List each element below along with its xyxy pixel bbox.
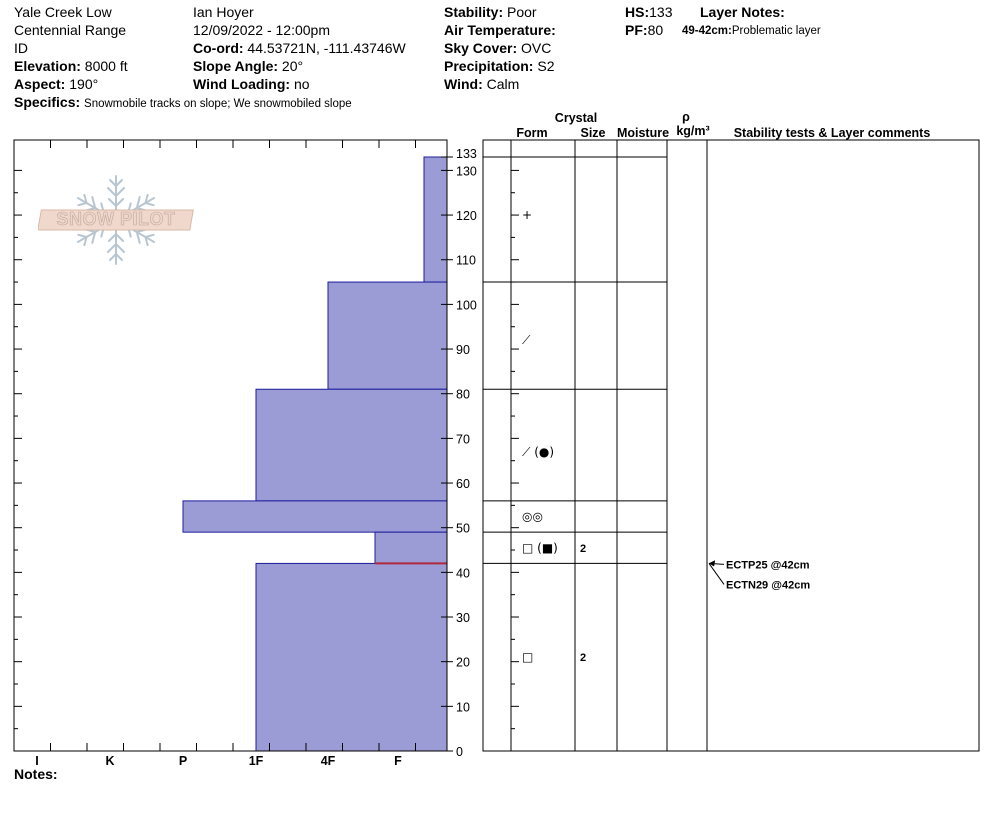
height-label: 50	[456, 521, 470, 536]
height-label: 120	[456, 209, 477, 224]
snowpilot-logo-text: SNOW PILOT	[56, 209, 176, 229]
crystal-form: ◎◎	[522, 509, 543, 524]
hardness-label: I	[35, 754, 39, 768]
hardness-label: 1F	[248, 754, 264, 768]
hardness-bars	[183, 157, 447, 751]
notes-label: Notes:	[14, 766, 58, 782]
hardness-bar	[328, 282, 447, 389]
sky-label: Sky Cover:	[444, 40, 518, 56]
stability-test-label: ECTN29 @42cm	[726, 579, 811, 592]
height-label: 133	[456, 147, 477, 161]
air-temp-label: Air Temperature:	[444, 22, 556, 38]
height-label: 20	[456, 655, 470, 670]
hardness-label: K	[105, 754, 115, 768]
crystal-form: □	[522, 650, 534, 665]
layer-table	[483, 110, 979, 751]
elevation-value: 8000 ft	[80, 58, 128, 74]
crystal-size: 2	[580, 652, 587, 665]
datetime: 12/09/2022 - 12:00pm	[193, 22, 330, 38]
table-frame	[483, 140, 979, 751]
height-label: 80	[456, 387, 470, 402]
hardness-label: F	[394, 754, 402, 768]
state-name: ID	[14, 40, 28, 56]
wind-label: Wind:	[444, 76, 483, 92]
height-label: 60	[456, 477, 470, 492]
wind-value: Calm	[482, 76, 520, 92]
crystal-header: Crystal	[554, 111, 598, 125]
observer: Ian Hoyer	[193, 4, 254, 20]
crystal-size: 2	[580, 542, 587, 555]
coord-value: 44.53721N, -111.43746W	[243, 40, 406, 56]
hardness-bar	[375, 532, 447, 563]
coord-label: Co-ord:	[193, 40, 244, 56]
elevation-label: Elevation:	[14, 58, 81, 74]
specifics-value: Snowmobile tracks on slope; We snowmobiled slope	[84, 98, 352, 110]
hardness-bar	[424, 157, 447, 282]
aspect-label: Aspect:	[14, 76, 66, 92]
height-label: 70	[456, 432, 470, 447]
slope-value: 20°	[278, 58, 304, 74]
layer-note-range: 49-42cm:	[682, 25, 732, 37]
hardness-label: 4F	[320, 754, 336, 768]
height-label: 110	[456, 253, 476, 268]
slope-label: Slope Angle:	[193, 58, 279, 74]
hardness-bar	[256, 389, 447, 501]
wind-loading-value: no	[290, 76, 310, 92]
comments-header: Stability tests & Layer comments	[733, 126, 931, 140]
stability-tests	[709, 559, 810, 591]
stability-test-label: ECTP25 @42cm	[726, 559, 810, 572]
height-label: 10	[456, 700, 470, 715]
location-name: Yale Creek Low	[14, 4, 112, 20]
aspect-value: 190°	[65, 76, 99, 92]
height-label: 100	[456, 298, 477, 313]
hardness-label: P	[178, 754, 188, 768]
density-symbol-header: ρ	[682, 110, 690, 124]
test-leader	[709, 563, 724, 584]
layer-notes-label: Layer Notes:	[700, 4, 785, 20]
crystal-form: ⟋	[522, 333, 531, 348]
crystal-form: □ (■)	[522, 540, 558, 555]
density-unit-header: kg/m³	[676, 124, 710, 138]
layer-note-text: Problematic layer	[731, 25, 821, 37]
hardness-bar	[183, 501, 447, 532]
form-header: Form	[516, 126, 548, 140]
crystal-form: +	[522, 208, 533, 223]
sky-value: OVC	[517, 40, 552, 56]
hs-label: HS:	[625, 4, 650, 20]
precip-value: S2	[533, 58, 555, 74]
stability-value: Poor	[503, 4, 537, 20]
pf-value: 80	[647, 22, 664, 38]
height-label: 40	[456, 566, 470, 581]
moisture-header: Moisture	[616, 126, 670, 140]
specifics-label: Specifics:	[14, 94, 81, 110]
wind-loading-label: Wind Loading:	[193, 76, 291, 92]
height-label: 90	[456, 343, 470, 358]
range-name: Centennial Range	[14, 22, 127, 38]
hardness-bar	[256, 563, 447, 751]
stability-label: Stability:	[444, 4, 504, 20]
pf-label: PF:	[625, 22, 648, 38]
height-label: 130	[456, 164, 477, 179]
height-label: 30	[456, 611, 470, 626]
size-header: Size	[580, 126, 606, 140]
precip-label: Precipitation:	[444, 58, 534, 74]
height-label: 0	[456, 745, 463, 759]
crystal-form: ⟋ (●)	[522, 444, 555, 459]
hs-value: 133	[649, 4, 673, 20]
